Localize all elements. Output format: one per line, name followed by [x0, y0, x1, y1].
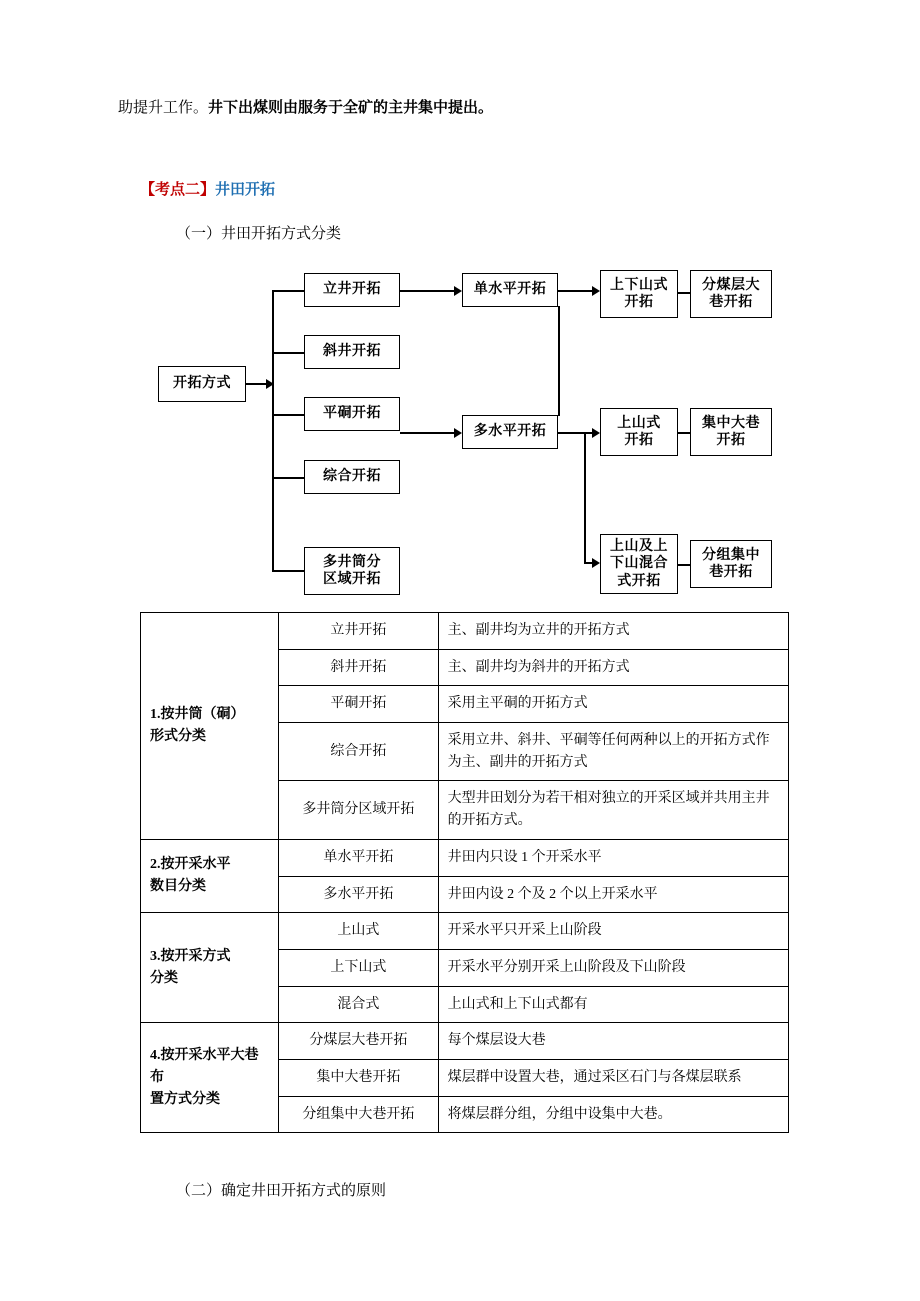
top-paragraph	[118, 96, 493, 120]
diagram-node-zonghe: 综合开拓	[304, 460, 400, 494]
node-line2: 巷开拓	[709, 565, 753, 580]
diagram-node-duojingtong-line1: 多井筒分	[323, 554, 381, 570]
group-label-line1: 3.按开采方式	[150, 949, 231, 965]
connector	[272, 477, 304, 479]
connector	[584, 432, 586, 562]
table-group-label-1	[141, 613, 279, 840]
table-cell-desc: 开采水平只开采上山阶段	[438, 913, 788, 950]
node-line2: 开拓	[624, 433, 654, 448]
diagram-node-duojingtong-line2: 区域开拓	[323, 572, 381, 587]
node-line1: 分组集中	[702, 547, 760, 563]
table-cell-name: 斜井开拓	[279, 649, 439, 686]
table-cell-name: 混合式	[279, 986, 439, 1023]
connector	[272, 290, 274, 570]
node-line2: 下山混合	[610, 556, 668, 572]
group-label-line2: 数目分类	[150, 879, 206, 894]
node-line1: 集中大巷	[702, 415, 760, 431]
table-cell-name: 多井筒分区域开拓	[279, 781, 439, 839]
top-paragraph-bold: 井下出煤则由服务于全矿的主井集中提出。	[208, 100, 494, 116]
connector	[678, 564, 690, 566]
table-cell-name: 分组集中大巷开拓	[279, 1096, 439, 1133]
arrow-head	[592, 428, 600, 438]
connector	[400, 432, 460, 434]
diagram-node-lijing: 立井开拓	[304, 273, 400, 307]
table-cell-desc: 井田内设 2 个及 2 个以上开采水平	[438, 876, 788, 913]
node-line2: 开拓	[624, 295, 654, 310]
table-cell-desc: 大型井田划分为若干相对独立的开采区域并共用主井的开拓方式。	[438, 781, 788, 839]
table-row	[141, 839, 789, 876]
diagram-node-single-level: 单水平开拓	[462, 273, 558, 307]
arrow-head	[454, 286, 462, 296]
table-cell-desc: 井田内只设 1 个开采水平	[438, 839, 788, 876]
connector	[272, 290, 304, 292]
group-label-line2: 分类	[150, 970, 178, 986]
connector	[272, 352, 304, 354]
table-cell-name: 上山式	[279, 913, 439, 950]
table-cell-name: 立井开拓	[279, 613, 439, 650]
group-label-line1: 2.按开采水平	[150, 857, 231, 873]
node-line1: 上山及上	[610, 538, 668, 554]
arrow-head	[454, 428, 462, 438]
table-cell-name: 上下山式	[279, 949, 439, 986]
table-cell-desc: 每个煤层设大巷	[438, 1023, 788, 1060]
diagram-node-updown-mining	[600, 270, 678, 318]
node-line1: 上下山式	[610, 277, 668, 293]
connector	[400, 290, 460, 292]
node-line1: 上山式	[617, 415, 661, 431]
table-row	[141, 913, 789, 950]
diagram-node-up-mining	[600, 408, 678, 456]
table-cell-desc: 采用主平硐的开拓方式	[438, 686, 788, 723]
diagram-node-multi-level: 多水平开拓	[462, 415, 558, 449]
diagram-node-seam-main-roadway	[690, 270, 772, 318]
table-cell-desc: 主、副井均为斜井的开拓方式	[438, 649, 788, 686]
table-cell-name: 平硐开拓	[279, 686, 439, 723]
node-line2: 巷开拓	[709, 295, 753, 310]
subheading-first: （一）井田开拓方式分类	[176, 226, 342, 242]
subheading-second: （二）确定井田开拓方式的原则	[176, 1183, 387, 1199]
table-cell-desc: 上山式和上下山式都有	[438, 986, 788, 1023]
table-cell-desc: 煤层群中设置大巷，通过采区石门与各煤层联系	[438, 1059, 788, 1096]
table-cell-name: 分煤层大巷开拓	[279, 1023, 439, 1060]
connector	[272, 414, 304, 416]
connector	[678, 432, 690, 434]
node-line1: 分煤层大	[702, 277, 760, 293]
table-cell-name: 集中大巷开拓	[279, 1059, 439, 1096]
diagram-node-mixed-mining	[600, 534, 678, 594]
table-cell-name: 单水平开拓	[279, 839, 439, 876]
table-group-label-3	[141, 913, 279, 1023]
classification-table	[140, 612, 789, 1133]
diagram-node-root: 开拓方式	[158, 366, 246, 402]
table-group-label-4	[141, 1023, 279, 1133]
group-label-line1: 1.按井筒（硐）	[150, 707, 245, 723]
group-label-line2: 置方式分类	[150, 1091, 220, 1107]
arrow-head	[266, 379, 274, 389]
group-label-line2: 形式分类	[150, 728, 206, 744]
node-line3: 式开拓	[617, 573, 661, 589]
section-heading	[140, 178, 275, 199]
connector	[558, 306, 560, 416]
connector	[558, 432, 584, 434]
diagram-node-group-central-roadway	[690, 540, 772, 588]
table-cell-desc: 主、副井均为立井的开拓方式	[438, 613, 788, 650]
table-cell-name: 综合开拓	[279, 723, 439, 781]
table-row	[141, 613, 789, 650]
diagram-node-central-main-roadway	[690, 408, 772, 456]
table-cell-desc: 采用立井、斜井、平硐等任何两种以上的开拓方式作为主、副井的开拓方式	[438, 723, 788, 781]
diagram-node-pingdong: 平硐开拓	[304, 397, 400, 431]
arrow-head	[592, 558, 600, 568]
table-group-label-2	[141, 839, 279, 912]
group-label-line1: 4.按开采水平大巷布	[150, 1048, 259, 1085]
table-cell-desc: 将煤层群分组，分组中设集中大巷。	[438, 1096, 788, 1133]
table-row	[141, 1023, 789, 1060]
top-paragraph-normal: 助提升工作。	[118, 100, 209, 116]
flow-diagram	[140, 262, 780, 602]
connector	[678, 292, 690, 294]
arrow-head	[592, 286, 600, 296]
table-cell-name: 多水平开拓	[279, 876, 439, 913]
heading-marker: 【考点二】	[140, 182, 216, 198]
table-cell-desc: 开采水平分别开采上山阶段及下山阶段	[438, 949, 788, 986]
connector	[272, 570, 304, 572]
diagram-node-duojingtong	[304, 547, 400, 595]
diagram-node-xiejing: 斜井开拓	[304, 335, 400, 369]
node-line2: 开拓	[716, 433, 746, 448]
heading-text: 井田开拓	[215, 182, 276, 198]
